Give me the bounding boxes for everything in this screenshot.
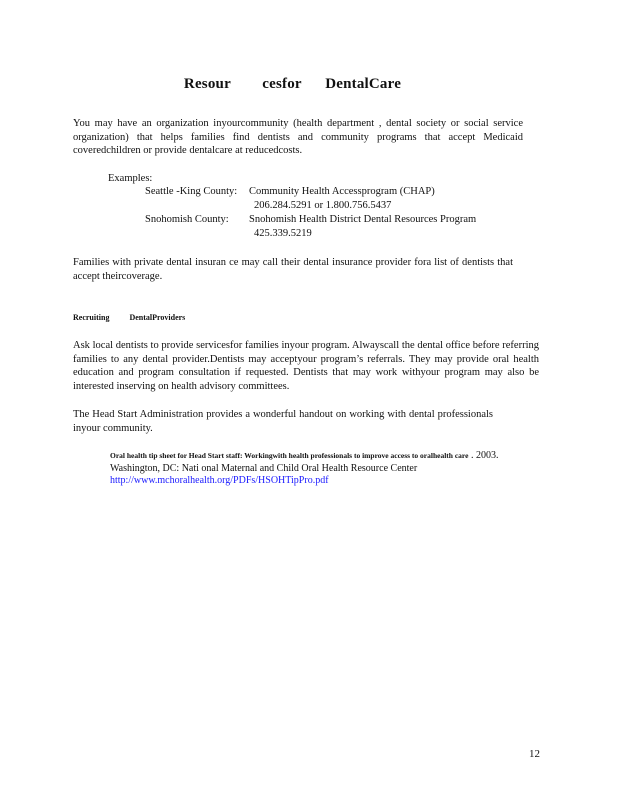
example-1-place: Seattle -King County:: [145, 186, 238, 197]
reference-link[interactable]: http://www.mchoralhealth.org/PDFs/HSOHTipPro.pdf: [110, 475, 329, 486]
head-start-paragraph: The Head Start Administration provides a wonderful handout on working with dental professionals inyour community.: [73, 409, 493, 434]
intro-paragraph: You may have an organization inyourcommunity (health department , dental society or social service organization) that helps families find dentists and community programs that accept Medicaid coveredchildren or provide dentalcare at reducedcosts.: [73, 118, 523, 156]
reference-details: . 2003. Washington, DC: Nati onal Maternal and Child Oral Health Resource Center: [110, 450, 499, 474]
reference-title: Oral health tip sheet for Head Start staff: Workingwith health professionals to improve access to oralhealth care: [110, 451, 469, 460]
page-title: Resour cesfor DentalCare: [183, 76, 402, 92]
example-1-line: [145, 185, 435, 199]
example-1-org: Community Health Accessprogram (CHAP): [249, 186, 435, 197]
insurance-paragraph: Families with private dental insuran ce may call their dental insurance provider fora list of dentists that accept theircoverage.: [73, 257, 513, 282]
page-number: 12: [529, 748, 540, 760]
reference-citation: [110, 450, 520, 488]
example-2-org: Snohomish Health District Dental Resources Program: [249, 214, 477, 225]
section-heading: Recruiting DentalProviders: [73, 313, 186, 322]
examples-label: Examples:: [108, 173, 153, 184]
example-2-place: Snohomish County:: [145, 214, 229, 225]
example-2-line: [145, 213, 476, 227]
example-1-phone: 206.284.5291 or 1.800.756.5437: [254, 200, 392, 211]
example-2-phone: 425.339.5219: [254, 228, 312, 239]
recruiting-paragraph: Ask local dentists to provide servicesfor families inyour program. Alwayscall the dental office before referring families to any dental provider.Dentists may acceptyour program’s referrals. They may provide oral health education and program consultation if requested. Dentists that may work withyour program may also be interested inserving on health advisory committees.: [73, 340, 539, 392]
